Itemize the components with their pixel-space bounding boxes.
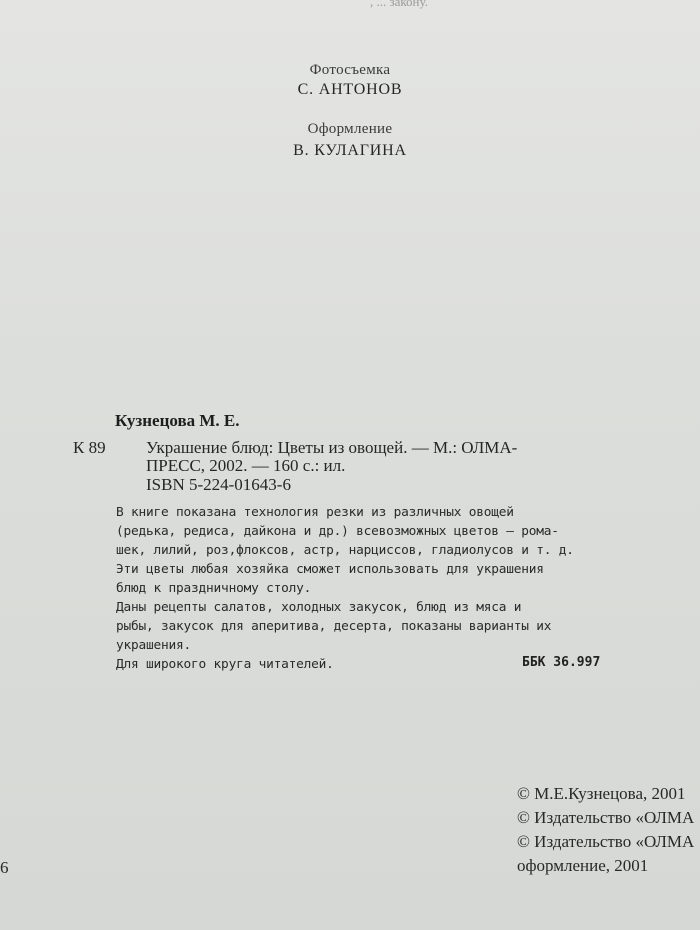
design-credit-name: В. КУЛАГИНА bbox=[293, 142, 407, 159]
page-number: 6 bbox=[0, 858, 9, 877]
bbk-code: ББК 36.997 bbox=[522, 655, 601, 670]
abstract-line: В книге показана технология резки из различных овощей bbox=[116, 505, 514, 520]
copyright-line: оформление, 2001 bbox=[517, 856, 649, 875]
copyright-line: © Издательство «ОЛМА bbox=[517, 808, 695, 827]
design-credit-label: Оформление bbox=[307, 121, 393, 137]
copyright-line: © Издательство «ОЛМА bbox=[517, 832, 695, 851]
photo-credit-label: Фотосъемка bbox=[309, 62, 391, 78]
abstract-line: шек, лилий, роз,флоксов, астр, нарциссов, гладиолусов и т. д. bbox=[116, 543, 574, 558]
photo-credit-name: С. АНТОНОВ bbox=[297, 81, 403, 98]
copyright-line: © М.Е.Кузнецова, 2001 bbox=[517, 784, 686, 803]
abstract-line: Для широкого круга читателей. bbox=[116, 657, 334, 672]
top-text-fragment: , ... закону. bbox=[370, 0, 428, 9]
abstract-line: (редька, редиса, дайкона и др.) всевозможных цветов — рома- bbox=[116, 524, 559, 539]
abstract-line: рыбы, закусок для аперитива, десерта, показаны варианты их bbox=[116, 619, 552, 634]
author-heading: Кузнецова М. Е. bbox=[115, 411, 240, 430]
abstract-line: блюд к праздничному столу. bbox=[116, 581, 312, 596]
publisher-line: ПРЕСС, 2002. — 160 с.: ил. bbox=[146, 456, 346, 475]
isbn-line: ISBN 5-224-01643-6 bbox=[146, 475, 291, 494]
abstract-line: украшения. bbox=[116, 638, 192, 653]
abstract-line: Даны рецепты салатов, холодных закусок, блюд из мяса и bbox=[116, 600, 522, 615]
abstract-line: Эти цветы любая хозяйка сможет использовать для украшения bbox=[116, 562, 544, 577]
title-line: Украшение блюд: Цветы из овощей. — М.: ОЛМА- bbox=[146, 438, 518, 457]
catalog-code: К 89 bbox=[73, 438, 106, 457]
